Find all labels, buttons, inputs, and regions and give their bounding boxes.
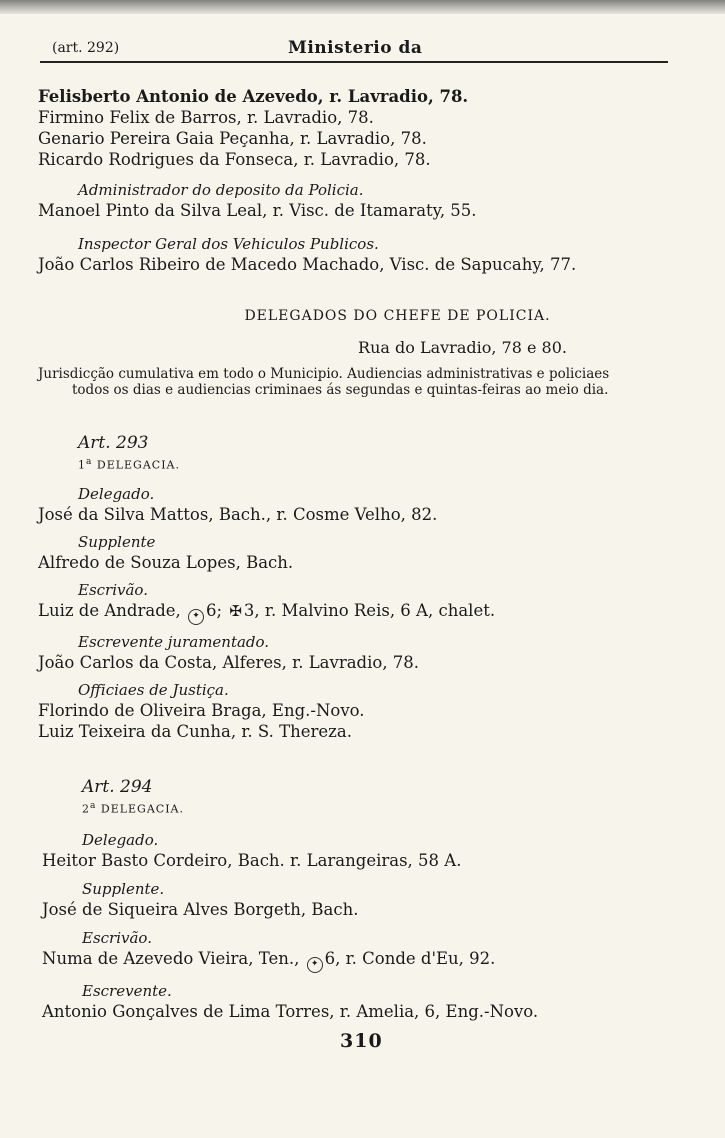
person-line: Manoel Pinto da Silva Leal, r. Visc. de Itamaraty, 55. [38, 201, 477, 220]
person-line: José de Siqueira Alves Borgeth, Bach. [42, 899, 359, 919]
art-294-block [42, 776, 538, 1022]
delegacia-word: DELEGACIA. [96, 458, 180, 472]
person-address: 3, r. Malvino Reis, 6 A, chalet. [243, 600, 496, 620]
order-insignia-icon: ✦ [307, 957, 323, 973]
admin-block [38, 180, 477, 221]
delegacia-number: 1 [78, 458, 86, 472]
entry-line: Ricardo Rodrigues da Fonseca, r. Lavradio, 78. [38, 150, 431, 169]
delegacia-label [38, 454, 495, 474]
role-heading: Escrevente. [82, 981, 172, 1000]
person-name: Numa de Azevedo Vieira, Ten., [42, 948, 300, 968]
running-header [0, 38, 725, 62]
delegacia-number: 2 [82, 802, 90, 816]
article-reference: (art. 292) [52, 40, 120, 56]
role-heading: Escrivão. [82, 928, 152, 947]
ordinal-suffix: a [86, 457, 93, 467]
role-heading: Inspector Geral dos Vehiculos Publicos. [78, 235, 379, 253]
person-line: Luiz Teixeira da Cunha, r. S. Thereza. [38, 721, 352, 741]
top-entries [38, 86, 468, 170]
person-name: Luiz de Andrade, [38, 600, 181, 620]
person-line: João Carlos da Costa, Alferes, r. Lavradio, 78. [38, 652, 420, 672]
order-insignia-icon: ✦ [188, 609, 204, 625]
page-number: 310 [340, 1030, 383, 1052]
delegacia-word: DELEGACIA. [100, 802, 184, 816]
role-heading: Delegado. [78, 484, 155, 503]
jurisdiction-note [38, 366, 678, 398]
role-heading: Officiaes de Justiça. [78, 680, 229, 699]
person-line: João Carlos Ribeiro de Macedo Machado, Visc. de Sapucahy, 77. [38, 255, 577, 274]
art-293-block [38, 432, 495, 742]
section-title: DELEGADOS DO CHEFE DE POLICIA. [244, 308, 551, 324]
person-line: Florindo de Oliveira Braga, Eng.-Novo. [38, 700, 365, 720]
page-title: Ministerio da [288, 38, 423, 58]
role-heading: Supplente. [82, 879, 165, 898]
entry-line: Felisberto Antonio de Azevedo, r. Lavradio, 78. [38, 87, 469, 106]
person-line: Heitor Basto Cordeiro, Bach. r. Larangeiras, 58 A. [42, 850, 462, 870]
entry-line: Firmino Felix de Barros, r. Lavradio, 78. [38, 108, 374, 127]
role-heading: Escrevente juramentado. [78, 632, 270, 651]
person-line [38, 600, 495, 625]
role-heading: Escrivão. [78, 580, 148, 599]
person-address: 6, r. Conde d'Eu, 92. [324, 948, 496, 968]
header-rule [40, 61, 668, 63]
inspector-block [38, 234, 576, 275]
role-heading: Delegado. [82, 830, 159, 849]
jurisdiction-line: todos os dias e audiencias criminaes ás segundas e quintas-feiras ao meio dia. [72, 382, 609, 398]
role-heading: Supplente [78, 532, 156, 551]
ordinal-suffix: a [90, 801, 97, 811]
cross-insignia-icon: ✠ [229, 601, 242, 620]
article-number: Art. 294 [82, 777, 153, 797]
article-number: Art. 293 [78, 433, 149, 453]
person-line: Alfredo de Souza Lopes, Bach. [38, 552, 294, 572]
person-line: José da Silva Mattos, Bach., r. Cosme Velho, 82. [38, 504, 438, 524]
scan-edge [0, 0, 725, 14]
jurisdiction-line: Jurisdicção cumulativa em todo o Municipio. Audiencias administrativas e policiaes [38, 366, 610, 382]
person-line [42, 948, 538, 973]
person-line: Antonio Gonçalves de Lima Torres, r. Amelia, 6, Eng.-Novo. [42, 1001, 539, 1021]
delegacia-label [42, 798, 538, 818]
insignia-count: 6; [206, 600, 223, 620]
section-address: Rua do Lavradio, 78 e 80. [358, 338, 567, 357]
role-heading: Administrador do deposito da Policia. [78, 181, 364, 199]
entry-line: Genario Pereira Gaia Peçanha, r. Lavradio, 78. [38, 129, 427, 148]
